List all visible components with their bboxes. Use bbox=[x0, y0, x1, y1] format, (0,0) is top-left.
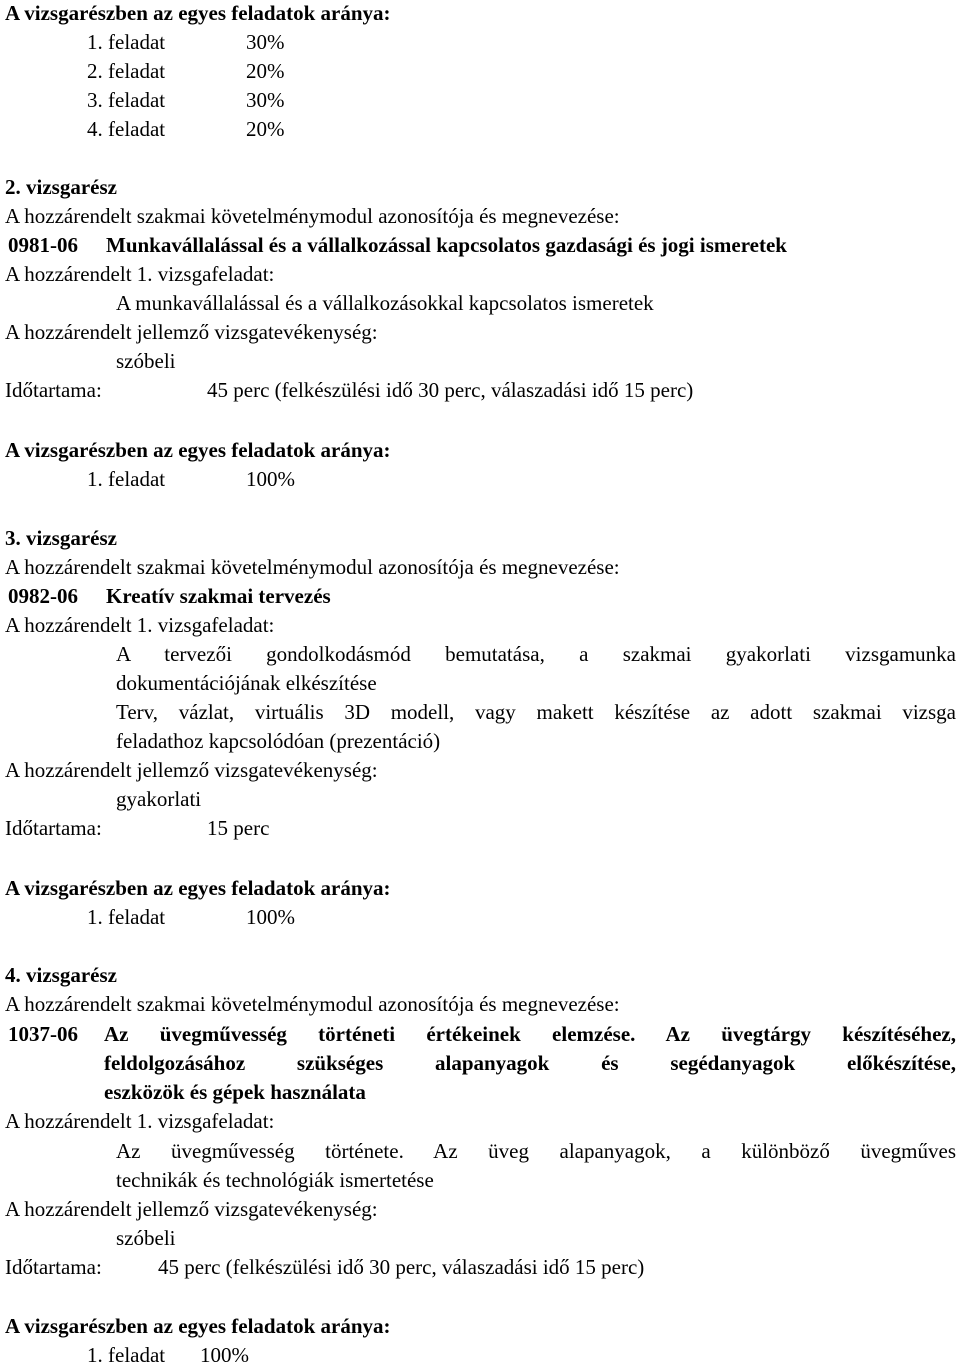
duration-label: Időtartama: bbox=[5, 816, 102, 840]
task-text: Terv, vázlat, virtuális 3D modell, vagy makett készítése az adott szakmai vizsga bbox=[116, 700, 956, 724]
ratio-percent: 100% bbox=[246, 467, 295, 491]
module-name: Az üvegművesség történeti értékeinek elemzése. Az üvegtárgy készítéséhez, bbox=[104, 1022, 956, 1046]
section-title: 4. vizsgarész bbox=[5, 963, 117, 987]
task-text: A tervezői gondolkodásmód bemutatása, a szakmai gyakorlati vizsgamunka bbox=[116, 642, 956, 666]
section-title: 3. vizsgarész bbox=[5, 526, 117, 550]
ratio-percent: 20% bbox=[246, 59, 285, 83]
ratio-percent: 100% bbox=[246, 905, 295, 929]
module-label: A hozzárendelt szakmai követelménymodul azonosítója és megnevezése: bbox=[5, 555, 620, 579]
ratio-heading: A vizsgarészben az egyes feladatok aránya: bbox=[5, 438, 391, 462]
activity-label: A hozzárendelt jellemző vizsgatevékenység: bbox=[5, 758, 378, 782]
task-text: A munkavállalással és a vállalkozásokkal kapcsolatos ismeretek bbox=[116, 291, 654, 315]
module-name: Kreatív szakmai tervezés bbox=[106, 584, 331, 608]
task-text: feladathoz kapcsolódóan (prezentáció) bbox=[116, 729, 441, 753]
task-label: A hozzárendelt 1. vizsgafeladat: bbox=[5, 1109, 275, 1133]
task-text: technikák és technológiák ismertetése bbox=[116, 1168, 434, 1192]
ratio-task: 1. feladat bbox=[87, 467, 166, 491]
ratio-percent: 20% bbox=[246, 117, 285, 141]
module-name: feldolgozásához szükséges alapanyagok és segédanyagok előkészítése, bbox=[104, 1051, 956, 1075]
ratio-task: 1. feladat bbox=[87, 30, 166, 54]
ratio-percent: 100% bbox=[200, 1343, 249, 1367]
module-label: A hozzárendelt szakmai követelménymodul azonosítója és megnevezése: bbox=[5, 992, 620, 1016]
module-code: 1037-06 bbox=[8, 1022, 78, 1046]
task-label: A hozzárendelt 1. vizsgafeladat: bbox=[5, 262, 275, 286]
activity-value: szóbeli bbox=[116, 1226, 176, 1250]
module-code: 0981-06 bbox=[8, 233, 78, 257]
module-name: Munkavállalással és a vállalkozással kapcsolatos gazdasági és jogi ismeretek bbox=[106, 233, 787, 257]
task-text: dokumentációjának elkészítése bbox=[116, 671, 377, 695]
ratio-task: 1. feladat bbox=[87, 905, 166, 929]
ratio-task: 4. feladat bbox=[87, 117, 166, 141]
ratio-heading: A vizsgarészben az egyes feladatok aránya: bbox=[5, 1, 391, 25]
activity-label: A hozzárendelt jellemző vizsgatevékenység: bbox=[5, 1197, 378, 1221]
duration-value: 45 perc (felkészülési idő 30 perc, válaszadási idő 15 perc) bbox=[158, 1255, 645, 1279]
duration-value: 15 perc bbox=[207, 816, 270, 840]
task-text: Az üvegművesség története. Az üveg alapanyagok, a különböző üvegműves bbox=[116, 1139, 956, 1163]
duration-label: Időtartama: bbox=[5, 1255, 102, 1279]
task-label: A hozzárendelt 1. vizsgafeladat: bbox=[5, 613, 275, 637]
duration-value: 45 perc (felkészülési idő 30 perc, válaszadási idő 15 perc) bbox=[207, 378, 694, 402]
ratio-task: 3. feladat bbox=[87, 88, 166, 112]
ratio-task: 1. feladat bbox=[87, 1343, 166, 1367]
module-name: eszközök és gépek használata bbox=[104, 1080, 366, 1104]
duration-label: Időtartama: bbox=[5, 378, 102, 402]
ratio-task: 2. feladat bbox=[87, 59, 166, 83]
activity-label: A hozzárendelt jellemző vizsgatevékenység: bbox=[5, 320, 378, 344]
ratio-heading: A vizsgarészben az egyes feladatok aránya: bbox=[5, 876, 391, 900]
module-code: 0982-06 bbox=[8, 584, 78, 608]
section-title: 2. vizsgarész bbox=[5, 175, 117, 199]
ratio-heading: A vizsgarészben az egyes feladatok aránya: bbox=[5, 1314, 391, 1338]
module-label: A hozzárendelt szakmai követelménymodul azonosítója és megnevezése: bbox=[5, 204, 620, 228]
activity-value: szóbeli bbox=[116, 349, 176, 373]
ratio-percent: 30% bbox=[246, 88, 285, 112]
ratio-percent: 30% bbox=[246, 30, 285, 54]
activity-value: gyakorlati bbox=[116, 787, 202, 811]
